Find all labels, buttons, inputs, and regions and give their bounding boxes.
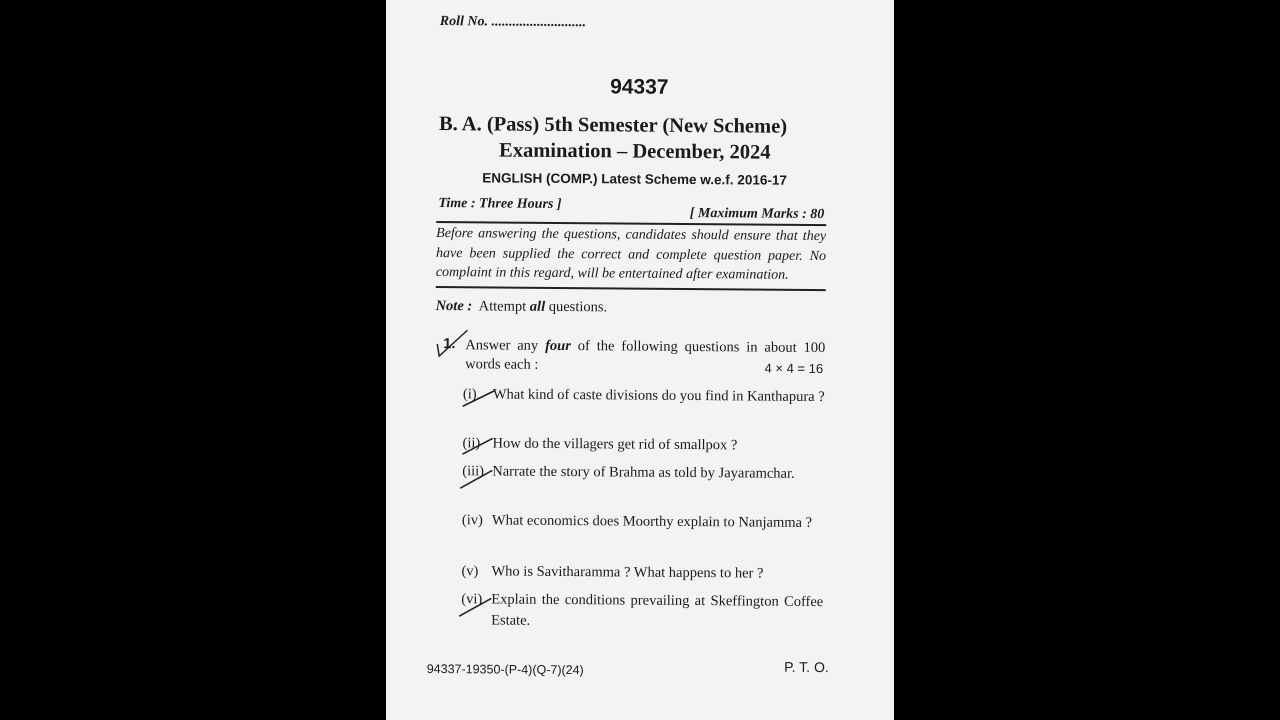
- note: [436, 298, 608, 316]
- sub-question-label: (vi): [461, 591, 483, 608]
- pen-marks-annotation-icon: [457, 382, 499, 622]
- subject-title: ENGLISH (COMP.) Latest Scheme w.e.f. 2016-17: [482, 170, 787, 188]
- sub-question-text: How do the villagers get rid of smallpox ?: [492, 435, 738, 454]
- footer-code: 94337-19350-(P-4)(Q-7)(24): [426, 661, 584, 678]
- paper-code: 94337: [610, 75, 669, 99]
- question-number: 1.: [443, 336, 456, 353]
- sub-question-text: What economics does Moorthy explain to Nanjamma ?: [491, 512, 813, 531]
- exam-title: B. A. (Pass) 5th Semester (New Scheme): [438, 113, 788, 138]
- note-text-end: questions.: [545, 298, 608, 316]
- sub-question-text: What kind of caste divisions do you find in Kanthapura ?: [492, 386, 825, 406]
- sub-question-label: (v): [461, 563, 479, 580]
- please-turn-over: P. T. O.: [784, 658, 829, 676]
- sub-question: [462, 433, 824, 457]
- q1-text: Answer any: [465, 337, 546, 354]
- sub-question: [462, 461, 824, 485]
- note-emphasis: all: [529, 298, 546, 315]
- exam-session: Examination – December, 2024: [499, 139, 771, 164]
- note-label: Note :: [435, 298, 473, 315]
- q1-emphasis: four: [545, 337, 571, 355]
- divider: [436, 286, 826, 291]
- maximum-marks: [ Maximum Marks : 80: [689, 205, 825, 223]
- sub-question: [461, 561, 823, 585]
- sub-question-label: (iv): [461, 512, 483, 529]
- roll-number-field: Roll No. ...........................: [439, 14, 587, 31]
- q1-text-end: of the following questions in about 100 words each :: [465, 338, 826, 373]
- sub-question-text: Explain the conditions prevailing at Skeffington Coffee Estate.: [491, 591, 824, 629]
- sub-question: [462, 510, 824, 534]
- instructions: Before answering the questions, candidates should ensure that they have been supplied the correct and complete question paper. No complaint in this regard, will be entertained after examination.: [435, 226, 827, 283]
- sub-question-label: (i): [462, 386, 477, 403]
- sub-question-text: Narrate the story of Brahma as told by Jayaramchar.: [492, 463, 795, 482]
- note-text: Attempt: [478, 298, 530, 315]
- sub-question-text: Who is Savitharamma ? What happens to her ?: [491, 563, 764, 582]
- question-marks: 4 × 4 = 16: [764, 360, 824, 377]
- sub-question-label: (ii): [462, 435, 481, 452]
- exam-paper-page: [386, 0, 894, 720]
- time-allowed: Time : Three Hours ]: [438, 196, 562, 212]
- sub-question-label: (iii): [462, 463, 485, 480]
- sub-question: [461, 589, 823, 634]
- sub-question: [463, 384, 825, 408]
